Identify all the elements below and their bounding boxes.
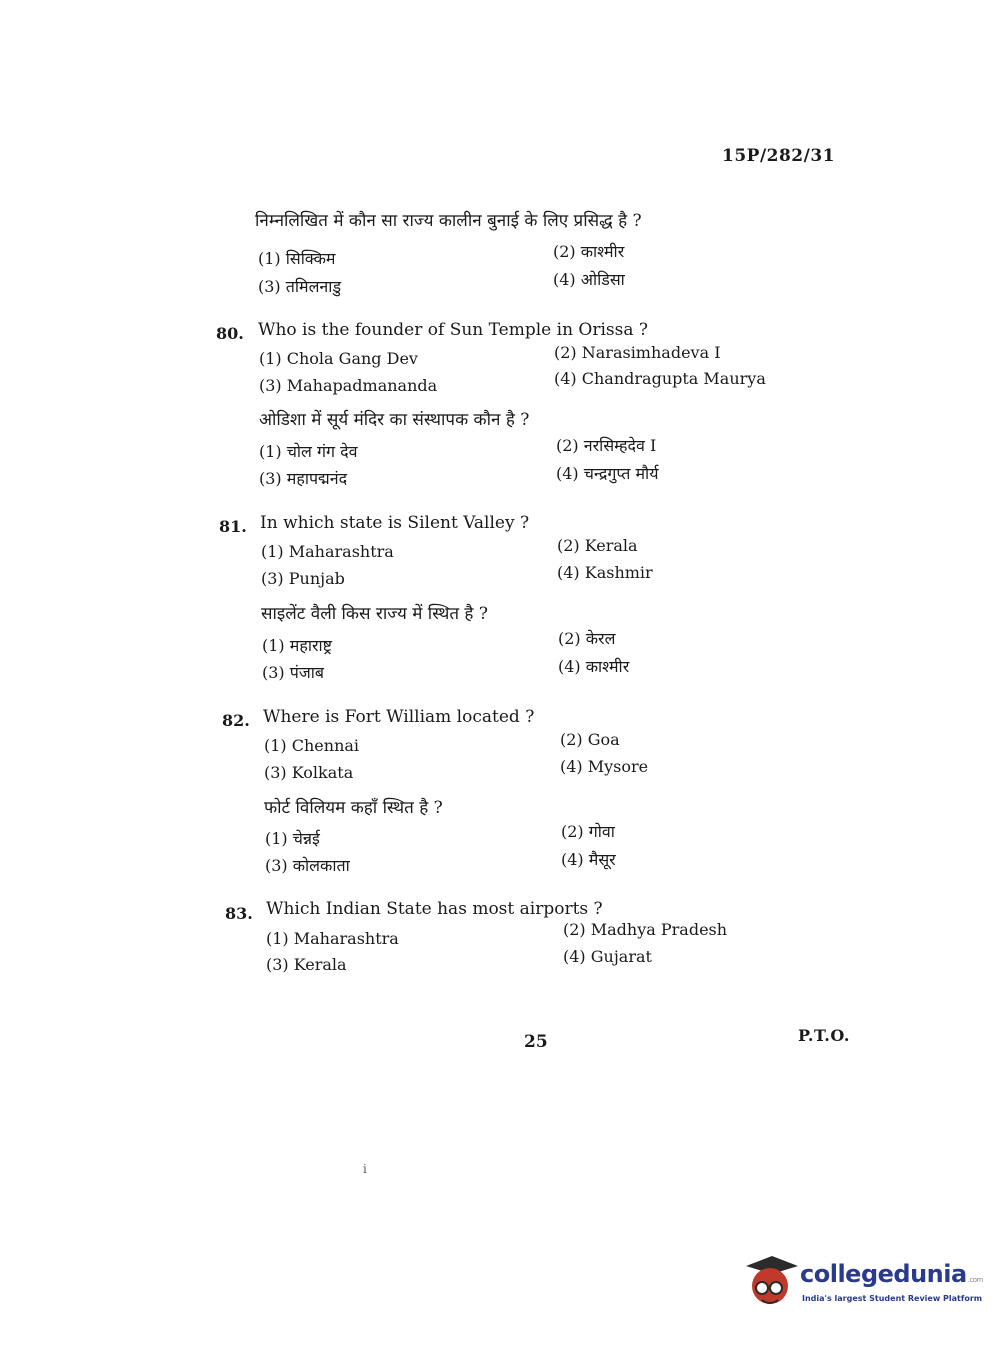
question-hindi-prompt: निम्नलिखित में कौन सा राज्य कालीन बुनाई के लिए प्रसिद्ध है ? [255,211,642,231]
option: (3) Mahapadmananda [259,376,438,395]
page-number: 25 [524,1032,548,1052]
option: (3) Kerala [266,955,347,974]
option: (4) काश्मीर [558,657,630,676]
question-number: 81. [219,517,247,536]
question-hindi-prompt: साइलेंट वैली किस राज्य में स्थित है ? [261,604,488,624]
stray-mark: i [363,1162,367,1176]
question-prompt: Which Indian State has most airports ? [266,899,603,919]
question-number: 83. [225,904,253,923]
option: (1) चेन्नई [265,829,320,848]
option: (4) Mysore [560,757,649,776]
question-hindi-prompt: फोर्ट विलियम कहाँ स्थित है ? [264,798,443,818]
question-prompt: In which state is Silent Valley ? [260,513,530,533]
option: (4) Chandragupta Maurya [554,369,766,388]
paper-code: 15P/282/31 [722,146,836,166]
option: (4) चन्द्रगुप्त मौर्य [556,464,659,483]
option: (1) Chola Gang Dev [259,349,418,368]
collegedunia-watermark [742,1250,983,1320]
option: (4) ओडिसा [553,270,625,289]
option: (1) Chennai [264,736,360,755]
question-prompt: Who is the founder of Sun Temple in Orissa ? [258,320,649,340]
option: (3) पंजाब [262,663,324,682]
option: (2) Madhya Pradesh [563,920,728,939]
option: (1) चोल गंग देव [259,442,358,461]
option: (3) Punjab [261,569,345,588]
brand-name: collegedunia.com [800,1260,983,1288]
option: (3) कोलकाता [265,856,350,875]
option: (4) Kashmir [557,563,653,582]
brand-tagline: India's largest Student Review Platform [802,1294,983,1303]
question-hindi-prompt: ओडिशा में सूर्य मंदिर का संस्थापक कौन है ? [259,410,530,430]
option: (3) महापद्मनंद [259,469,348,488]
question-prompt: Where is Fort William located ? [263,707,535,727]
option: (2) नरसिम्हदेव I [556,436,657,455]
option: (2) केरल [558,629,616,648]
option: (2) गोवा [561,822,615,841]
option: (1) Maharashtra [261,542,394,561]
option: (1) महाराष्ट्र [262,636,332,655]
option: (2) Narasimhadeva I [554,343,721,362]
question-number: 82. [222,711,250,730]
question-number: 80. [216,324,244,343]
option: (1) Maharashtra [266,929,399,948]
option: (3) तमिलनाडु [258,277,342,296]
option: (4) मैसूर [561,850,616,869]
option: (4) Gujarat [563,947,652,966]
option: (2) Goa [560,730,620,749]
option: (3) Kolkata [264,763,354,782]
pto-label: P.T.O. [798,1026,850,1045]
option: (2) Kerala [557,536,638,555]
student-mascot-icon [742,1252,798,1314]
option: (1) सिक्किम [258,249,336,268]
option: (2) काश्मीर [553,242,625,261]
